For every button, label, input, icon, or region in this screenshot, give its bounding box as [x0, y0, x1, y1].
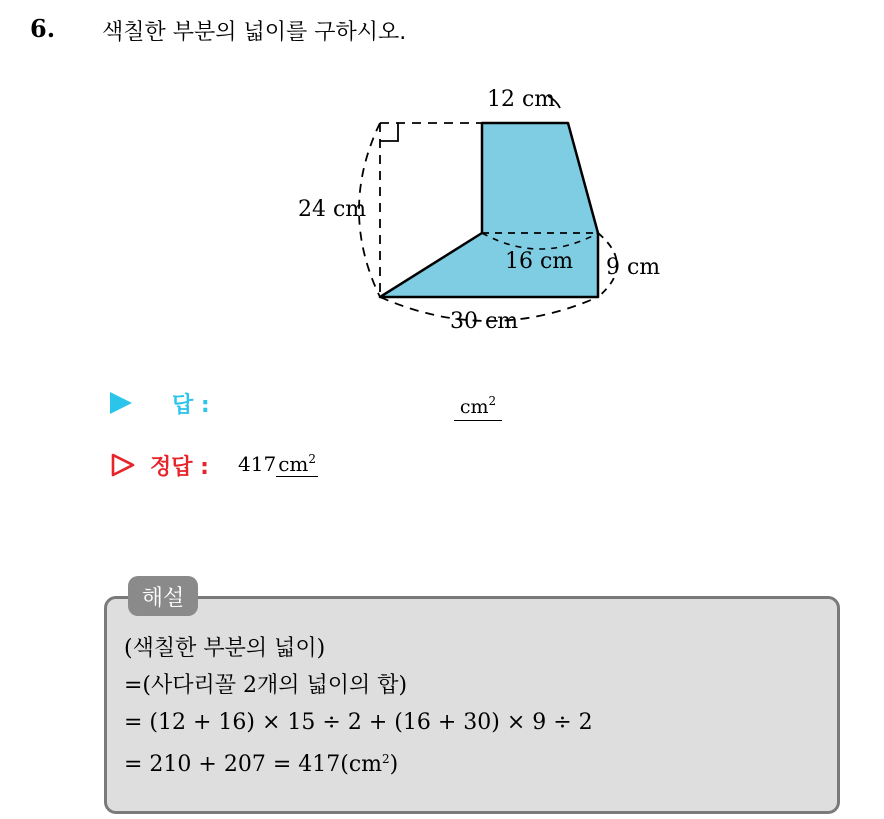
solution-tab: 해설: [128, 576, 198, 616]
triangle-right-icon: [110, 392, 132, 414]
correct-answer-unit-exponent: 2: [308, 452, 316, 466]
label-top: 12 cm: [487, 87, 556, 112]
label-middle: 16 cm: [505, 249, 574, 274]
correct-answer-value: 417: [238, 452, 277, 476]
label-side: 9 cm: [606, 255, 661, 280]
solution-content: [124, 630, 593, 783]
trapezoid-figure: [0, 0, 884, 360]
label-height: 24 cm: [298, 197, 367, 222]
solution-line-4-end: ): [389, 752, 399, 777]
solution-line-1: (색칠한 부분의 넓이): [124, 636, 326, 661]
correct-answer-label: 정답 :: [150, 455, 209, 480]
solution-line-2: =(사다리꼴 2개의 넓이의 합): [124, 673, 408, 698]
solution-line-3: = (12 + 16) × 15 ÷ 2 + (16 + 30) × 9 ÷ 2: [124, 710, 593, 735]
solution-line-4-main: = 210 + 207 = 417(cm: [124, 752, 383, 777]
answer-unit: cm: [459, 396, 489, 418]
correct-answer-value-group: [238, 452, 318, 476]
question-number: 6.: [30, 14, 56, 43]
answer-input[interactable]: [454, 388, 502, 421]
solution-line-4-exponent: 2: [382, 752, 390, 766]
answer-unit-exponent: 2: [488, 394, 497, 408]
answer-row: [110, 388, 530, 418]
correct-answer-unit-group: [276, 452, 318, 477]
right-angle-mark: [380, 123, 398, 141]
correct-answer-unit: cm: [278, 452, 309, 476]
correct-answer-row: [110, 450, 530, 482]
triangle-outline-icon: [110, 452, 136, 478]
label-bottom: 30 cm: [450, 309, 519, 334]
answer-label: 답 :: [172, 393, 210, 418]
question-text: 색칠한 부분의 넓이를 구하시오.: [102, 20, 407, 45]
solution-line-4: [124, 741, 593, 783]
